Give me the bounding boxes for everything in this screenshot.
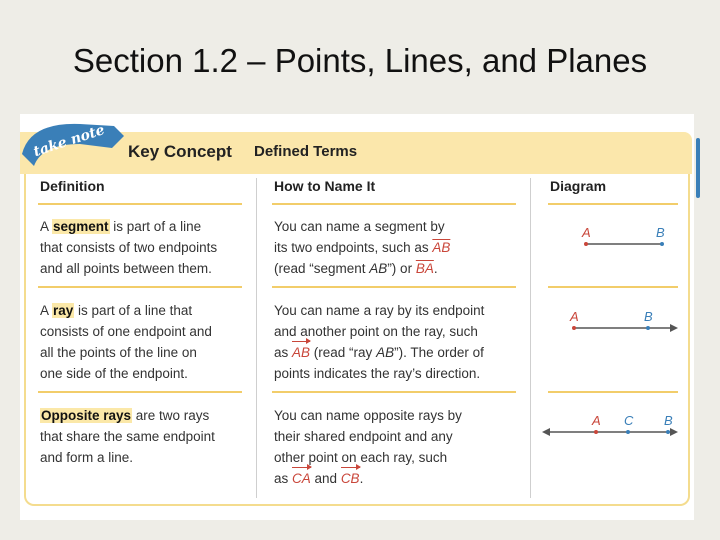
- naming-opposite-rays: You can name opposite rays by their shared endpoint and any other point on each ray, such as CA and CB.: [274, 405, 524, 489]
- term-opposite-rays: Opposite rays: [41, 408, 132, 423]
- point-label-b: B: [644, 309, 653, 324]
- row-rule: [548, 203, 678, 205]
- ray-notation: AB: [292, 342, 310, 363]
- ray-notation: CB: [341, 468, 360, 489]
- take-note-label: take note: [31, 122, 107, 161]
- point-label-a: A: [592, 413, 601, 428]
- definition-opposite-rays: Opposite rays are two rays that share the same endpoint and form a line.: [40, 408, 215, 465]
- arrowhead-right-icon: [670, 428, 678, 436]
- arrowhead-icon: [670, 324, 678, 332]
- row-rule: [272, 391, 516, 393]
- point-b: [646, 326, 650, 330]
- slide-title: Section 1.2 – Points, Lines, and Planes: [72, 42, 648, 79]
- row-rule: [548, 286, 678, 288]
- take-note-badge: [20, 114, 124, 174]
- ray-diagram: [568, 306, 680, 336]
- segment-notation: $\overline{AB}$: [432, 240, 451, 255]
- definition-segment: A segment is part of a line that consists of two endpoints and all points between them.: [40, 219, 218, 276]
- segment-notation: $\overline{BA}$: [415, 261, 434, 276]
- column-header-definition: Definition: [40, 178, 105, 194]
- row-rule: [38, 286, 242, 288]
- point-c: [626, 430, 630, 434]
- side-tab-marker: [696, 138, 700, 198]
- point-a: [572, 326, 576, 330]
- key-concept-title: Key Concept: [128, 142, 232, 161]
- defined-terms-title: Defined Terms: [254, 143, 358, 160]
- naming-segment: You can name a segment by its two endpoints, such as $\overline{AB}$ (read “segment AB”) or $\overline{BA}$.: [274, 219, 451, 276]
- arrowhead-left-icon: [542, 428, 550, 436]
- row-rule: [548, 391, 678, 393]
- segment-diagram: [580, 222, 670, 252]
- opposite-rays-diagram: [540, 410, 680, 440]
- ray-notation: CA: [292, 468, 311, 489]
- row-rule: [38, 203, 242, 205]
- naming-ray: You can name a ray by its endpoint and another point on the ray, such as AB (read “ray AB”). The order of points indicates the ray’s direction.: [274, 303, 485, 381]
- point-label-a: A: [570, 309, 579, 324]
- column-header-diagram: Diagram: [550, 178, 607, 194]
- key-concept-panel: [20, 114, 694, 520]
- term-ray: ray: [53, 303, 74, 318]
- row-rule: [272, 286, 516, 288]
- column-header-how-to-name: How to Name It: [274, 178, 376, 194]
- point-label-c: C: [624, 413, 634, 428]
- column-divider: [256, 178, 257, 498]
- point-b: [660, 242, 664, 246]
- definition-ray: A ray is part of a line that consists of one endpoint and all the points of the line on one side of the endpoint.: [40, 303, 212, 381]
- term-segment: segment: [53, 219, 109, 234]
- column-divider: [530, 178, 531, 498]
- point-label-b: B: [664, 413, 673, 428]
- row-rule: [272, 203, 516, 205]
- point-b: [666, 430, 670, 434]
- point-label-a: A: [582, 225, 591, 240]
- point-a: [594, 430, 598, 434]
- point-label-b: B: [656, 225, 665, 240]
- row-rule: [38, 391, 242, 393]
- point-a: [584, 242, 588, 246]
